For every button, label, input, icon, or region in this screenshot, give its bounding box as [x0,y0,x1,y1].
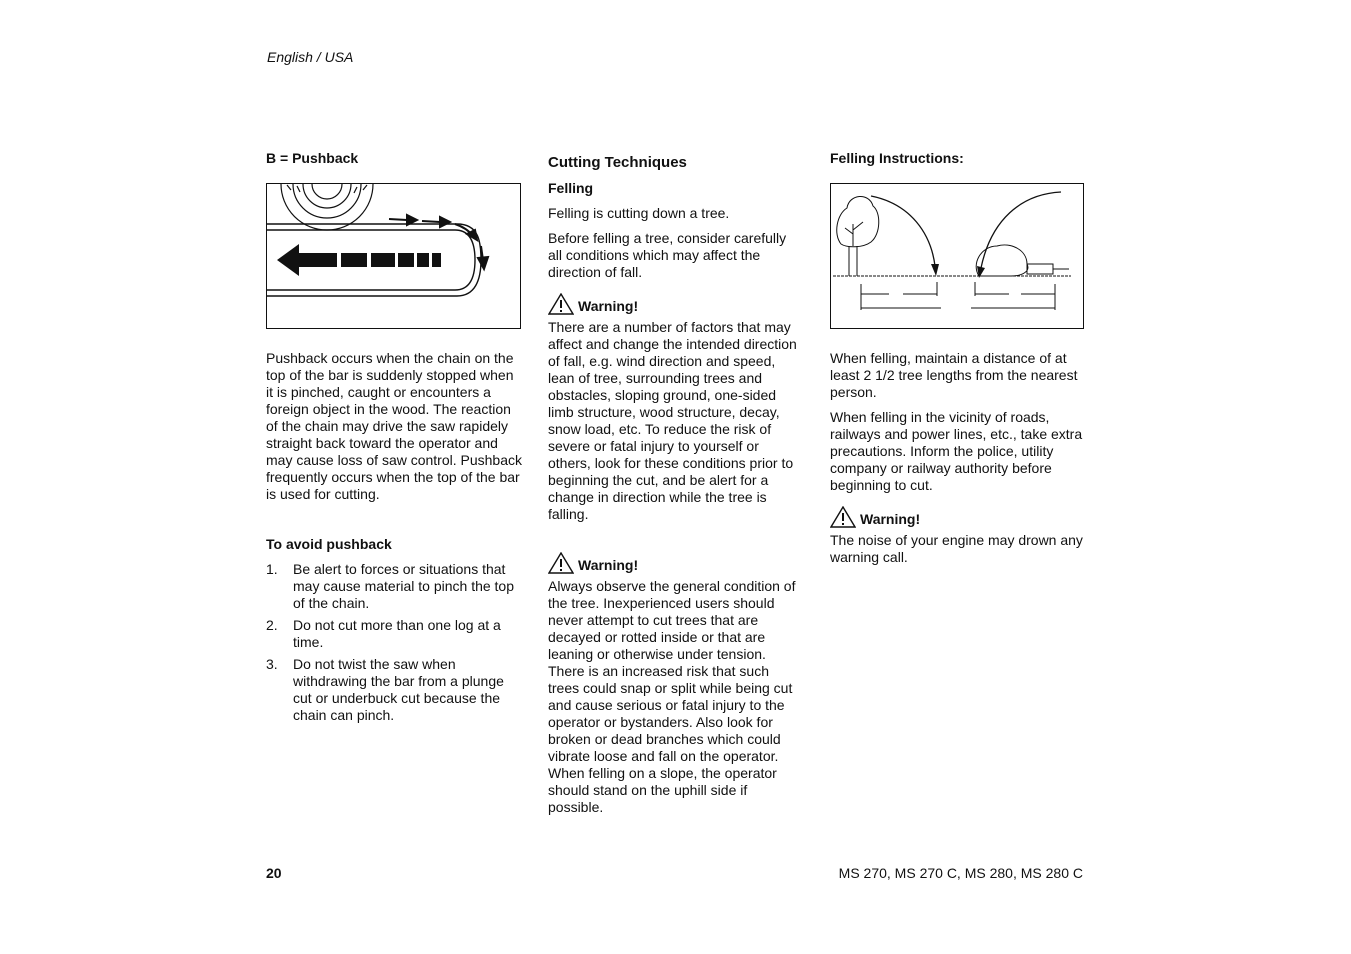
warning-text-3: The noise of your engine may drown any warning call. [830,532,1083,565]
felling-distance-figure [830,183,1084,329]
felling-precautions-text: When felling in the vicinity of roads, railways and power lines, etc., take extra precautions. Inform the police, utility company or railway authority before beginning to cut. [830,409,1083,493]
column-pushback [266,150,522,729]
warning-text-1: There are a number of factors that may affect and change the intended direction of fall, e.g. wind direction and speed, lean of tree, surrounding trees and obstacles, sloping ground, one-sided limb structure, wood structure, decay, snow load, etc. To reduce the risk of severe or fatal injury to yourself or others, look for these conditions prior to beginning the cut, and be alert for a change in direction while the tree is falling. [548,319,797,522]
warning-text-2: Always observe the general condition of the tree. Inexperienced users should never attempt to cut trees that are decayed or rotted inside or that are leaning or otherwise under tension. There is an increased risk that such trees could snap or split while being cut and cause serious or fatal injury to the operator or bystanders. Also look for broken or dead branches which could vibrate loose and fall on the operator. When felling on a slope, the operator should stand on the uphill side if possible. [548,578,796,815]
column-felling-instructions [830,150,1086,566]
pushback-heading: B = Pushback [266,150,359,166]
felling-intro: Felling is cutting down a tree. [548,205,730,221]
fall-arc-arrows [871,192,1061,268]
warning-triangle-icon [548,552,574,574]
list-item: 1. Be alert to forces or situations that may cause material to pinch the top of the chain. [266,561,515,611]
cutting-techniques-title: Cutting Techniques [548,154,687,171]
column-cutting-techniques [548,150,802,816]
pushback-arrow [277,244,441,276]
distance-markers [861,282,1055,310]
pushback-description: Pushback occurs when the chain on the top of the bar is suddenly stopped when it is pinched, caught or encounters a foreign object in the wood. The reaction of the chain may drive the saw rapidely straight back toward the operator and may cause loss of saw control. Pushback frequently occurs when the top of the bar is used for cutting. [266,350,523,502]
warning-label-1: Warning! [548,293,802,315]
warning-label-3: Warning! [830,506,1086,528]
pushback-figure [266,183,521,329]
felling-subheading: Felling [548,180,594,196]
list-item: 3. Do not twist the saw when withdrawing the bar from a plunge cut or underbuck cut because the chain can pinch. [266,656,504,723]
log-illustration [281,184,373,230]
warning-triangle-icon [548,293,574,315]
standing-tree-illustration [837,196,879,276]
page-number: 20 [266,865,282,881]
avoid-pushback-list [266,561,522,724]
list-item: 2. Do not cut more than one log at a time. [266,617,501,650]
avoid-pushback-heading: To avoid pushback [266,536,392,552]
language-label: English / USA [267,49,354,65]
felling-instructions-heading: Felling Instructions: [830,150,964,166]
felling-consider: Before felling a tree, consider carefully all conditions which may affect the direction of fall. [548,230,787,280]
warning-label-2: Warning! [548,552,802,574]
warning-triangle-icon [830,506,856,528]
fallen-tree-illustration [976,245,1069,276]
model-list: MS 270, MS 270 C, MS 280, MS 280 C [838,865,1083,881]
felling-distance-text: When felling, maintain a distance of at least 2 1/2 tree lengths from the nearest person. [830,350,1078,400]
